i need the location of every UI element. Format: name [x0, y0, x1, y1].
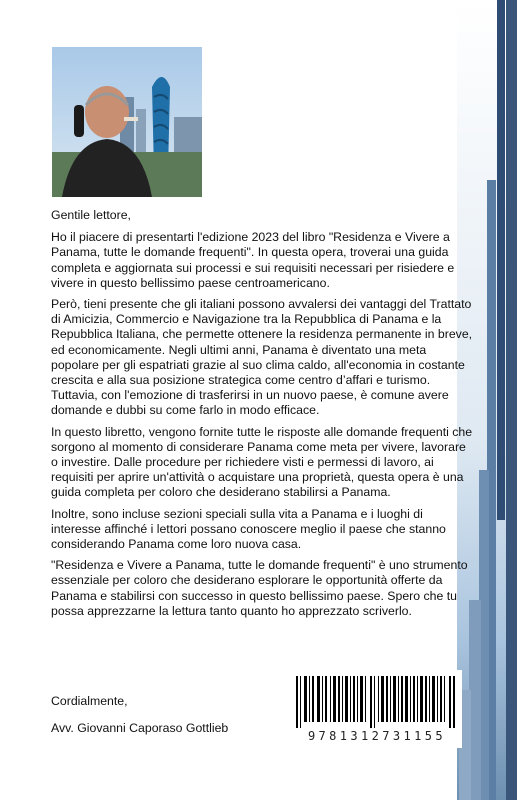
isbn-digits: 9781312731155 — [307, 729, 447, 743]
barcode-bars — [296, 676, 456, 728]
isbn-barcode — [290, 670, 462, 748]
signature: Avv. Giovanni Caporaso Gottlieb — [51, 721, 229, 736]
letter-body — [51, 208, 476, 625]
paragraph-1: Ho il piacere di presentarti l'edizione 2023 del libro "Residenza e Vivere a Panama, tutte le domande frequenti". In questa opera, troverai una guida completa e aggiornata sui processi e sui requisiti necessari per risiedere e vivere in questo bellissimo paese centroamericano. — [51, 230, 455, 290]
greeting: Gentile lettore, — [51, 208, 131, 222]
closing-block — [51, 694, 228, 748]
closing: Cordialmente, — [51, 694, 128, 708]
author-photo — [52, 47, 202, 197]
paragraph-2: Però, tieni presente che gli italiani possono avvalersi dei vantaggi del Trattato di Amicizia, Commercio e Navigazione tra la Repubblica di Panama e la Repubblica Italiana, che permette ottenere la residenza permanente in breve, ed economicamente. Negli ultimi anni, Panama è diventato una meta popolare per gli espatriati grazie al suo clima caldo, all'economia in costante crescita e alla sua posizione strategica come centro d’affari e turismo. Tuttavia, con l'emozione di trasferirsi in un nuovo paese, è comune avere domande e dubbi su come farlo in modo efficace. — [51, 297, 473, 418]
paragraph-3: In questo libretto, vengono fornite tutte le risposte alle domande frequenti che sorgono al momento di considerare Panama come meta per vivere, lavorare o investire. Dalle procedure per richiedere visti e permessi di lavoro, ai requisiti per aprire un'attività o acquistare una proprietà, questa opera è una guida completa per coloro che desiderano stabilirsi a Panama. — [51, 424, 473, 500]
paragraph-5: "Residenza e Vivere a Panama, tutte le domande frequenti" è uno strumento essenziale per coloro che desiderano esplorare le opportunità offerte da Panama e stabilirsi con successo in questo bellissimo paese. Spero che tu possa apprezzarne la lettura tanto quanto ho apprezzato scriverlo. — [51, 558, 468, 618]
paragraph-4: Inoltre, sono incluse sezioni speciali sulla vita a Panama e i luoghi di interesse affinché i lettori possano conoscere meglio il paese che stanno considerando Panama come loro nuova casa. — [51, 506, 446, 552]
